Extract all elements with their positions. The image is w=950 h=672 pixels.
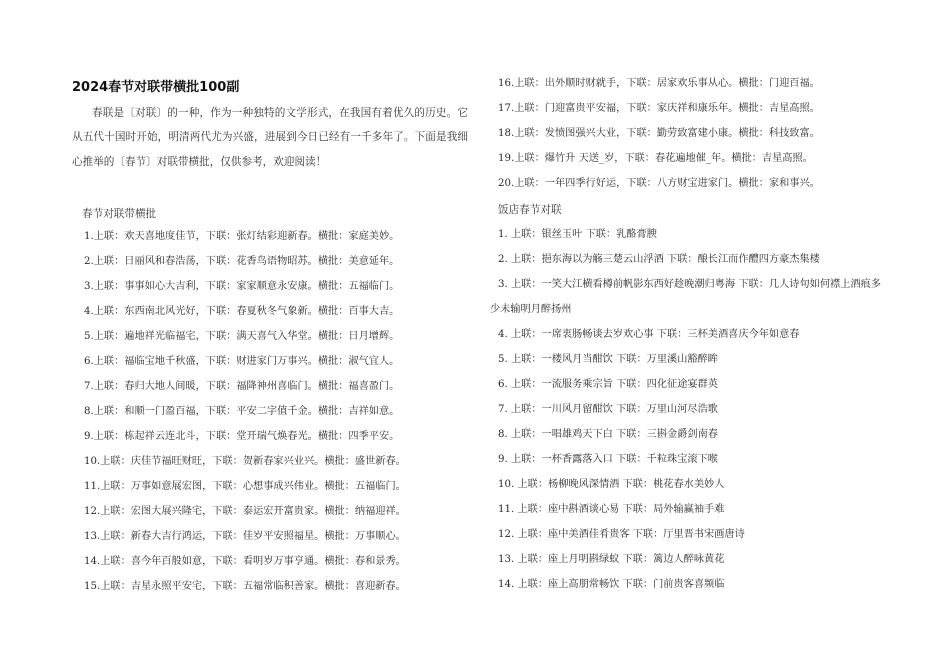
list-item: 16.上联：出外顺时财就手，下联：居家欢乐事从心。横批：门迎百福。 — [498, 78, 820, 89]
list-item: 1.上联：欢天喜地度佳节，下联：张灯结彩迎新春。横批：家庭美妙。 — [84, 231, 400, 242]
section-heading-restaurant-couplets: 饭店春节对联 — [498, 204, 562, 216]
list-item: 19.上联：爆竹升 天送_岁，下联：春花遍地催_年。横批：吉星高照。 — [498, 153, 813, 164]
list-item: 3.上联：事事如心大吉利，下联：家家顺意永安康。横批：五福临门。 — [84, 281, 400, 292]
list-item: 12.上联：宏图大展兴隆宅，下联：泰运宏开富贵家。横批：纳福迎祥。 — [84, 506, 406, 517]
list-item: 1. 上联：银丝玉叶 下联：乳酪膏腴 — [498, 229, 657, 240]
list-item: 18.上联：发愤图强兴大业，下联：勤劳致富建小康。横批：科技致富。 — [498, 128, 820, 139]
intro-paragraph: 春联是〔对联〕的一种，作为一种独特的文学形式，在我国有着优久的历史。它从五代十国时开始，明清两代尤为兴盛，进展到今日已经有一千多年了。下面是我细心推举的〔春节〕对联带横批，仅供参考，欢迎阅读！ — [72, 107, 468, 168]
list-item: 7. 上联：一川风月留酣饮 下联：万里山河尽浩歌 — [498, 404, 718, 415]
list-item-wrapped: 3. 上联：一笑大江横看樽前帆影东西好趁晚潮归粤海 下联：几人诗句如何襟上酒痕多少未输明月醉扬州 — [490, 279, 881, 315]
list-item: 6. 上联：一流服务乘宗旨 下联：四化征途宴群英 — [498, 379, 718, 390]
list-item: 17.上联：门迎富贵平安福，下联：家庆祥和康乐年。横批：吉星高照。 — [498, 103, 820, 114]
list-item: 2. 上联：挹东海以为觞三楚云山浮酒 下联：酿长江而作醴四方豪杰集楼 — [498, 254, 820, 265]
list-item: 13.上联：新春大吉行鸿运，下联：佳岁平安照福星。横批：万事顺心。 — [84, 531, 406, 542]
list-item: 9.上联：栋起祥云连北斗，下联：堂开瑞气焕春光。横批：四季平安。 — [84, 431, 400, 442]
section-heading-spring-couplets: 春节对联带横批 — [82, 208, 157, 220]
list-item: 5.上联：遍地祥光临福宅，下联：满天喜气入华堂。横批：日月增辉。 — [84, 331, 400, 342]
list-item: 20.上联：一年四季行好运，下联：八方财宝进家门。横批：家和事兴。 — [498, 178, 820, 189]
list-item: 6.上联：福临宝地千秋盛，下联：财进家门万事兴。横批：淑气宜人。 — [84, 356, 400, 367]
list-item: 8.上联：和顺一门盈百福，下联：平安二字值千金。横批：吉祥如意。 — [84, 406, 400, 417]
list-item: 10.上联：庆佳节福旺财旺，下联：贺新春家兴业兴。横批：盛世新春。 — [84, 456, 406, 467]
page-title: 2024春节对联带横批100副 — [72, 80, 240, 95]
list-item: 4. 上联：一席衷肠畅谈去岁欢心事 下联：三杯美酒喜庆今年如意春 — [498, 329, 800, 340]
list-item: 10. 上联：杨柳晚风深情酒 下联：桃花春水美妙人 — [498, 479, 725, 490]
list-item: 11. 上联：座中斟酒谈心易 下联：局外输赢袖手难 — [498, 504, 725, 515]
list-item: 9. 上联：一杯香露落入口 下联：千粒珠宝滚下喉 — [498, 454, 718, 465]
list-item: 15.上联：吉星永照平安宅，下联：五福常临积善家。横批：喜迎新春。 — [84, 581, 406, 592]
list-item: 14. 上联：座上高朋常畅饮 下联：门前贵客喜频临 — [498, 579, 725, 590]
list-item: 2.上联：日丽风和春浩荡，下联：花香鸟语物昭苏。横批：美意延年。 — [84, 256, 400, 267]
list-item: 5. 上联：一楼风月当酣饮 下联：万里溪山豁醉眸 — [498, 354, 718, 365]
list-item: 14.上联：喜今年百般如意，下联：看明岁万事亨通。横批：春和景秀。 — [84, 556, 406, 567]
list-item: 7.上联：春归大地人间暖，下联：福降神州喜临门。横批：福喜盈门。 — [84, 381, 400, 392]
list-item: 11.上联：万事如意展宏图，下联：心想事成兴伟业。横批：五福临门。 — [84, 481, 406, 492]
list-item: 4.上联：东西南北风光好，下联：春夏秋冬气象新。横批：百事大吉。 — [84, 306, 400, 317]
list-item: 12. 上联：座中美酒佳肴贵客 下联：厅里晋书宋画唐诗 — [498, 529, 745, 540]
list-item: 8. 上联：一唱雄鸡天下白 下联：三斟金爵剑南春 — [498, 429, 718, 440]
list-item: 13. 上联：座上月明斟绿蚁 下联：篱边人醉咏黄花 — [498, 554, 725, 565]
